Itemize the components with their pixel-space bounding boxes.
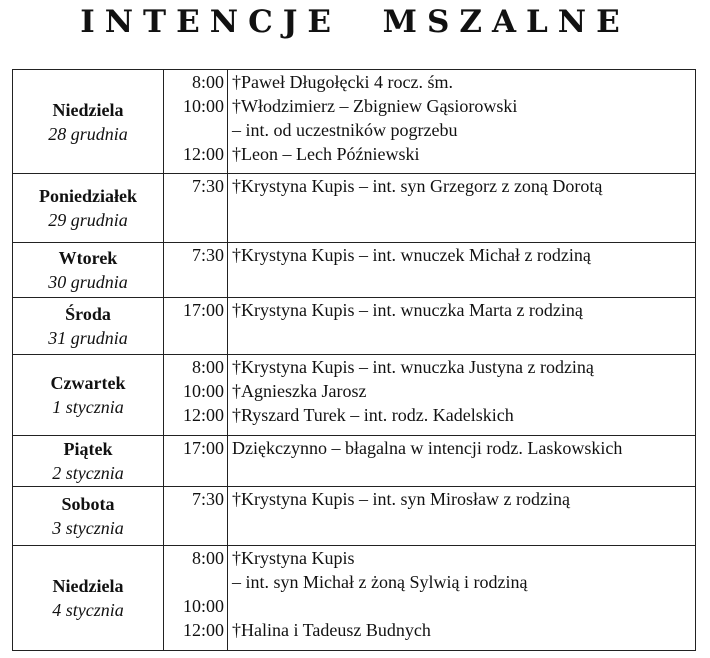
day-name: Sobota bbox=[61, 494, 115, 514]
mass-time: 17:00 bbox=[182, 438, 224, 458]
day-row bbox=[13, 70, 696, 174]
mass-time: 12:00 bbox=[182, 405, 224, 425]
day-date: 2 stycznia bbox=[52, 463, 124, 483]
intentions-cell bbox=[228, 243, 696, 298]
day-cell bbox=[13, 243, 164, 298]
day-name: Czwartek bbox=[50, 373, 126, 393]
intention-text: †Krystyna Kupis – int. syn Mirosław z rodziną bbox=[232, 489, 570, 509]
intention-text: †Włodzimierz – Zbigniew Gąsiorowski bbox=[232, 96, 518, 116]
mass-time: 8:00 bbox=[191, 72, 224, 92]
intention-text: †Leon – Lech Późniewski bbox=[232, 144, 420, 164]
intention-text: †Krystyna Kupis – int. wnuczka Marta z rodziną bbox=[232, 300, 583, 320]
intentions-cell bbox=[228, 298, 696, 355]
mass-times-cell bbox=[164, 546, 228, 651]
mass-times-cell bbox=[164, 436, 228, 487]
day-cell bbox=[13, 70, 164, 174]
intentions-cell bbox=[228, 174, 696, 243]
mass-time: 12:00 bbox=[182, 144, 224, 164]
intention-text: †Ryszard Turek – int. rodz. Kadelskich bbox=[232, 405, 514, 425]
intentions-cell bbox=[228, 70, 696, 174]
intention-text: †Halina i Tadeusz Budnych bbox=[232, 620, 431, 640]
mass-time: 10:00 bbox=[182, 96, 224, 116]
day-date: 3 stycznia bbox=[52, 518, 124, 538]
mass-times-cell bbox=[164, 70, 228, 174]
mass-time: 10:00 bbox=[182, 381, 224, 401]
intention-text: – int. syn Michał z żoną Sylwią i rodziną bbox=[232, 572, 528, 592]
intention-text: †Paweł Długołęcki 4 rocz. śm. bbox=[232, 72, 453, 92]
day-cell bbox=[13, 546, 164, 651]
day-date: 30 grudnia bbox=[48, 272, 128, 292]
day-name: Poniedziałek bbox=[39, 186, 137, 206]
day-row bbox=[13, 243, 696, 298]
day-date: 4 stycznia bbox=[52, 600, 124, 620]
intention-text: †Krystyna Kupis bbox=[232, 548, 355, 568]
page-title: INTENCJE MSZALNE bbox=[80, 4, 630, 40]
day-date: 29 grudnia bbox=[48, 210, 128, 230]
intention-text: – int. od uczestników pogrzebu bbox=[232, 120, 458, 140]
mass-times-cell bbox=[164, 298, 228, 355]
intention-text: †Krystyna Kupis – int. syn Grzegorz z zoną Dorotą bbox=[232, 176, 603, 196]
mass-time: 8:00 bbox=[191, 357, 224, 377]
intentions-cell bbox=[228, 436, 696, 487]
day-row bbox=[13, 174, 696, 243]
intentions-cell bbox=[228, 355, 696, 436]
mass-time: 8:00 bbox=[191, 548, 224, 568]
mass-time: 7:30 bbox=[191, 489, 224, 509]
day-date: 1 stycznia bbox=[52, 397, 124, 417]
mass-times-cell bbox=[164, 487, 228, 546]
mass-times-cell bbox=[164, 174, 228, 243]
mass-times-cell bbox=[164, 355, 228, 436]
mass-time: 17:00 bbox=[182, 300, 224, 320]
day-row bbox=[13, 355, 696, 436]
intention-text bbox=[232, 594, 695, 618]
mass-intentions-table bbox=[12, 69, 696, 651]
mass-time bbox=[164, 118, 224, 142]
day-cell bbox=[13, 355, 164, 436]
day-date: 28 grudnia bbox=[48, 123, 128, 144]
mass-time bbox=[164, 570, 224, 594]
mass-time: 10:00 bbox=[182, 596, 224, 616]
day-row bbox=[13, 298, 696, 355]
intention-text: Dziękczynno – błagalna w intencji rodz. Laskowskich bbox=[232, 438, 623, 458]
day-name: Niedziela bbox=[52, 576, 124, 596]
intention-text: †Krystyna Kupis – int. wnuczka Justyna z rodziną bbox=[232, 357, 594, 377]
day-name: Wtorek bbox=[58, 248, 118, 268]
day-name: Środa bbox=[65, 304, 111, 324]
mass-time: 7:30 bbox=[191, 176, 224, 196]
day-cell bbox=[13, 298, 164, 355]
day-date: 31 grudnia bbox=[48, 328, 128, 348]
day-row bbox=[13, 546, 696, 651]
mass-time: 12:00 bbox=[182, 620, 224, 640]
day-cell bbox=[13, 487, 164, 546]
day-row bbox=[13, 487, 696, 546]
mass-times-cell bbox=[164, 243, 228, 298]
day-cell bbox=[13, 174, 164, 243]
day-name: Piątek bbox=[63, 439, 113, 459]
day-name: Niedziela bbox=[52, 99, 124, 120]
intentions-cell bbox=[228, 546, 696, 651]
day-cell bbox=[13, 436, 164, 487]
day-row bbox=[13, 436, 696, 487]
intention-text: †Krystyna Kupis – int. wnuczek Michał z rodziną bbox=[232, 245, 591, 265]
mass-time: 7:30 bbox=[191, 245, 224, 265]
intentions-cell bbox=[228, 487, 696, 546]
intention-text: †Agnieszka Jarosz bbox=[232, 381, 367, 401]
